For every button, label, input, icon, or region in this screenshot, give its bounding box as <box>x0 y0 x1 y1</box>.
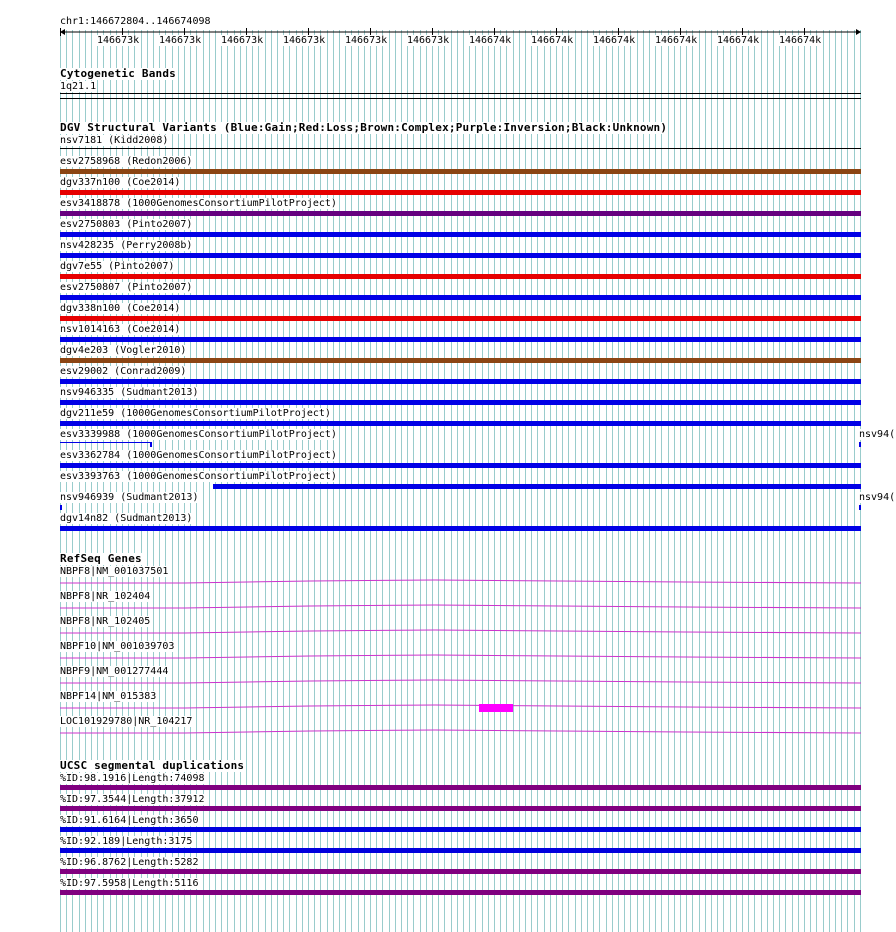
dgv-variant-bar-end[interactable] <box>150 442 152 447</box>
dgv-variant-label[interactable]: esv2750803 (Pinto2007) <box>60 219 193 230</box>
dgv-variant-label-right[interactable]: nsv94( <box>859 492 896 503</box>
dgv-variant-bar[interactable] <box>60 337 861 342</box>
dgv-variant-bar[interactable] <box>60 400 861 405</box>
ruler-tick-label: 146673k <box>345 35 388 46</box>
segdup-label[interactable]: %ID:97.5958|Length:5116 <box>60 878 199 889</box>
segdup-bar[interactable] <box>60 848 861 853</box>
dgv-variant-bar-right[interactable] <box>859 442 861 447</box>
refseq-gene-model[interactable] <box>0 578 890 586</box>
dgv-variant-bar[interactable] <box>60 274 861 279</box>
dgv-variant-bar-right[interactable] <box>859 505 861 510</box>
dgv-variant-bar[interactable] <box>60 463 861 468</box>
ruler-range-label: chr1:146672804..146674098 <box>60 16 211 27</box>
dgv-variant-bar[interactable] <box>60 169 861 174</box>
dgv-variant-label[interactable]: esv2750807 (Pinto2007) <box>60 282 193 293</box>
ruler-tick-label: 146673k <box>97 35 140 46</box>
dgv-variant-label[interactable]: dgv4e203 (Vogler2010) <box>60 345 187 356</box>
cytoband-line-top <box>60 93 861 94</box>
dgv-variant-label[interactable]: nsv428235 (Perry2008b) <box>60 240 193 251</box>
refseq-gene-label[interactable]: NBPF10|NM_001039703 <box>60 641 175 652</box>
dgv-variant-label[interactable]: esv3339988 (1000GenomesConsortiumPilotProject) <box>60 429 337 440</box>
dgv-variant-label[interactable]: nsv946335 (Sudmant2013) <box>60 387 199 398</box>
ruler-tick-label: 146673k <box>407 35 450 46</box>
segdup-label[interactable]: %ID:96.8762|Length:5282 <box>60 857 199 868</box>
dgv-variant-label[interactable]: dgv7e55 (Pinto2007) <box>60 261 175 272</box>
refseq-gene-model[interactable] <box>0 703 890 711</box>
dgv-variant-label[interactable]: esv3393763 (1000GenomesConsortiumPilotProject) <box>60 471 337 482</box>
segdup-bar[interactable] <box>60 827 861 832</box>
refseq-gene-model[interactable] <box>0 603 890 611</box>
dgv-variant-label[interactable]: dgv337n100 (Coe2014) <box>60 177 181 188</box>
refseq-gene-label[interactable]: NBPF8|NM_001037501 <box>60 566 169 577</box>
refseq-gene-label[interactable]: NBPF9|NM_001277444 <box>60 666 169 677</box>
ruler-tick-label: 146674k <box>779 35 822 46</box>
dgv-variant-label[interactable]: esv29002 (Conrad2009) <box>60 366 187 377</box>
dgv-variant-label[interactable]: nsv946939 (Sudmant2013) <box>60 492 199 503</box>
segdup-label[interactable]: %ID:98.1916|Length:74098 <box>60 773 205 784</box>
refseq-gene-model[interactable] <box>0 728 890 736</box>
ruler-tick-label: 146673k <box>159 35 202 46</box>
dgv-variant-bar[interactable] <box>60 295 861 300</box>
refseq-intron-line <box>60 705 861 708</box>
segdup-bar[interactable] <box>60 869 861 874</box>
refseq-gene-label[interactable]: NBPF14|NM_015383 <box>60 691 157 702</box>
refseq-gene-label[interactable]: NBPF8|NR_102405 <box>60 616 151 627</box>
segdup-track-title: UCSC segmental duplications <box>60 759 245 772</box>
dgv-variant-label[interactable]: nsv7181 (Kidd2008) <box>60 135 169 146</box>
ruler-tick-label: 146674k <box>531 35 574 46</box>
dgv-variant-bar[interactable] <box>213 484 861 489</box>
ruler-tick-label: 146673k <box>221 35 264 46</box>
dgv-variant-label[interactable]: esv3362784 (1000GenomesConsortiumPilotProject) <box>60 450 337 461</box>
dgv-variant-label[interactable]: esv2758968 (Redon2006) <box>60 156 193 167</box>
dgv-track-title: DGV Structural Variants (Blue:Gain;Red:Loss;Brown:Complex;Purple:Inversion;Black:Unknown) <box>60 121 668 134</box>
ruler-tick-label: 146674k <box>717 35 760 46</box>
ruler-tick-label: 146674k <box>655 35 698 46</box>
dgv-variant-bar[interactable] <box>60 148 861 149</box>
ruler-tick-label: 146674k <box>593 35 636 46</box>
ruler-tick-label: 146673k <box>283 35 326 46</box>
refseq-track-title: RefSeq Genes <box>60 552 142 565</box>
segdup-label[interactable]: %ID:92.189|Length:3175 <box>60 836 193 847</box>
dgv-variant-bar[interactable] <box>60 379 861 384</box>
cytoband-line-bottom <box>60 98 861 99</box>
dgv-variant-bar[interactable] <box>60 190 861 195</box>
segdup-bar[interactable] <box>60 785 861 790</box>
dgv-variant-bar[interactable] <box>60 211 861 216</box>
dgv-variant-bar[interactable] <box>60 442 152 443</box>
refseq-intron-line <box>60 730 861 733</box>
dgv-variant-label[interactable]: dgv14n82 (Sudmant2013) <box>60 513 193 524</box>
refseq-intron-line <box>60 680 861 683</box>
dgv-variant-bar[interactable] <box>60 526 861 531</box>
refseq-gene-label[interactable]: LOC101929780|NR_104217 <box>60 716 193 727</box>
segdup-bar[interactable] <box>60 806 861 811</box>
refseq-gene-model[interactable] <box>0 628 890 636</box>
segdup-bar[interactable] <box>60 890 861 895</box>
cytoband-label: 1q21.1 <box>60 81 97 92</box>
dgv-variant-bar[interactable] <box>60 358 861 363</box>
dgv-variant-bar-left[interactable] <box>60 505 62 510</box>
refseq-intron-line <box>60 605 861 608</box>
segdup-label[interactable]: %ID:97.3544|Length:37912 <box>60 794 205 805</box>
refseq-gene-model[interactable] <box>0 678 890 686</box>
dgv-variant-bar[interactable] <box>60 232 861 237</box>
dgv-variant-label[interactable]: esv3418878 (1000GenomesConsortiumPilotProject) <box>60 198 337 209</box>
refseq-intron-line <box>60 655 861 658</box>
dgv-variant-bar[interactable] <box>60 253 861 258</box>
refseq-exon[interactable] <box>479 704 513 712</box>
ruler-tick-label: 146674k <box>469 35 512 46</box>
cytoband-track-title: Cytogenetic Bands <box>60 67 176 80</box>
dgv-variant-label-right[interactable]: nsv94( <box>859 429 896 440</box>
refseq-intron-line <box>60 630 861 633</box>
dgv-variant-bar[interactable] <box>60 316 861 321</box>
refseq-intron-line <box>60 580 861 583</box>
dgv-variant-label[interactable]: dgv211e59 (1000GenomesConsortiumPilotProject) <box>60 408 331 419</box>
refseq-gene-label[interactable]: NBPF8|NR_102404 <box>60 591 151 602</box>
segdup-label[interactable]: %ID:91.6164|Length:3650 <box>60 815 199 826</box>
refseq-gene-model[interactable] <box>0 653 890 661</box>
dgv-variant-label[interactable]: dgv338n100 (Coe2014) <box>60 303 181 314</box>
dgv-variant-bar[interactable] <box>60 421 861 426</box>
dgv-variant-label[interactable]: nsv1014163 (Coe2014) <box>60 324 181 335</box>
